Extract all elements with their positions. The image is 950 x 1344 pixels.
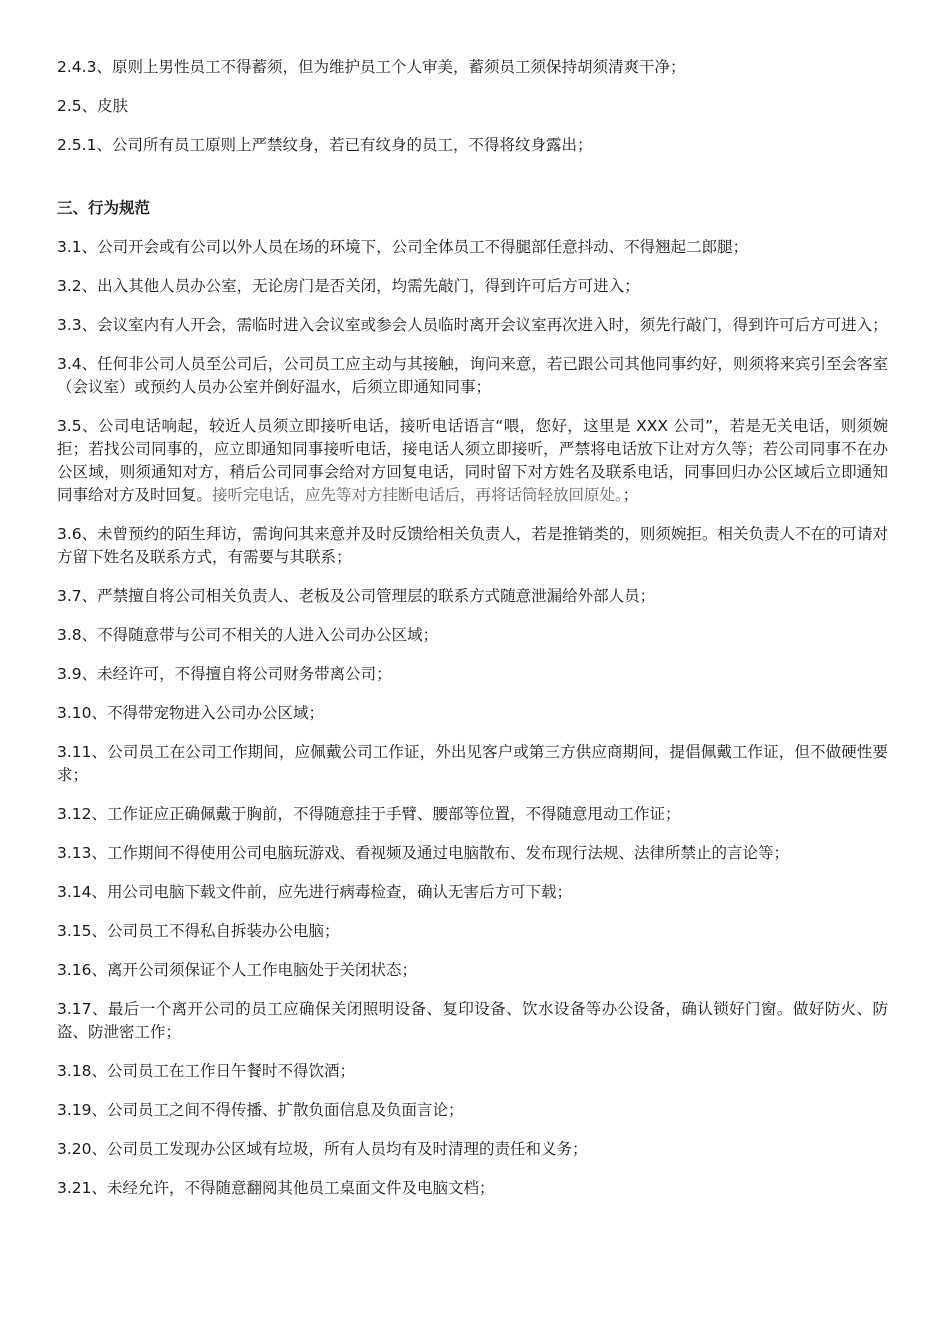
clause-3-6: 3.6、未曾预约的陌生拜访，需询问其来意并及时反馈给相关负责人，若是推销类的，则须婉拒。相关负责人不在的可请对方留下姓名及联系方式，有需要与其联系； bbox=[57, 525, 888, 566]
clause-3-1: 3.1、公司开会或有公司以外人员在场的环境下，公司全体员工不得腿部任意抖动、不得翘起二郎腿； bbox=[57, 238, 749, 256]
clause-3-10: 3.10、不得带宠物进入公司办公区域； bbox=[57, 704, 325, 722]
clause-3-2: 3.2、出入其他人员办公室，无论房门是否关闭，均需先敲门，得到许可后方可进入； bbox=[57, 277, 640, 295]
clause-3-7: 3.7、严禁擅自将公司相关负责人、老板及公司管理层的联系方式随意泄漏给外部人员； bbox=[57, 587, 656, 605]
clause-3-14: 3.14、用公司电脑下载文件前，应先进行病毒检查，确认无害后方可下载； bbox=[57, 883, 573, 901]
clause-3-15: 3.15、公司员工不得私自拆装办公电脑； bbox=[57, 922, 340, 940]
clause-3-3: 3.3、会议室内有人开会，需临时进入会议室或参会人员临时离开会议室再次进入时，须先行敲门，得到许可后方可进入； bbox=[57, 316, 888, 334]
section-heading-behavior: 三、行为规范 bbox=[57, 199, 151, 217]
clause-3-5 bbox=[57, 415, 888, 507]
clause-3-19: 3.19、公司员工之间不得传播、扩散负面信息及负面言论； bbox=[57, 1101, 464, 1119]
clause-2-5-1: 2.5.1、公司所有员工原则上严禁纹身，若已有纹身的员工，不得将纹身露出； bbox=[57, 136, 593, 154]
clause-3-5-tail: 接听完电话，应先等对方挂断电话后，再将话筒轻放回原处。 bbox=[212, 486, 623, 504]
clause-3-16: 3.16、离开公司须保证个人工作电脑处于关闭状态； bbox=[57, 961, 418, 979]
clause-3-5-text: 3.5、公司电话响起，较近人员须立即接听电话，接听电话语言“喂，您好，这里是 XXX 公司”，若是无关电话，则须婉拒；若找公司同事的，应立即通知同事接听电话，接电话人须立即接听，严禁将电话放下让对方久等；若公司同事不在办公区域，则须通知对方，稍后公司同事会给对方回复电话，同时留下对方姓名及联系电话，同事回归办公区域后立即通知同事给对方及时回复。 bbox=[57, 417, 888, 504]
clause-3-5-end: ； bbox=[622, 486, 639, 504]
clause-2-4-3: 2.4.3、原则上男性员工不得蓄须，但为维护员工个人审美，蓄须员工须保持胡须清爽干净； bbox=[57, 58, 686, 76]
clause-3-21: 3.21、未经允许，不得随意翻阅其他员工桌面文件及电脑文档； bbox=[57, 1179, 495, 1197]
clause-3-20: 3.20、公司员工发现办公区域有垃圾，所有人员均有及时清理的责任和义务； bbox=[57, 1140, 588, 1158]
clause-3-13: 3.13、工作期间不得使用公司电脑玩游戏、看视频及通过电脑散布、发布现行法规、法律所禁止的言论等； bbox=[57, 844, 790, 862]
clause-3-18: 3.18、公司员工在工作日午餐时不得饮酒； bbox=[57, 1062, 356, 1080]
clause-3-4: 3.4、任何非公司人员至公司后，公司员工应主动与其接触，询问来意，若已跟公司其他同事约好，则须将来宾引至会客室（会议室）或预约人员办公室并倒好温水，后须立即通知同事； bbox=[57, 355, 888, 396]
clause-3-17: 3.17、最后一个离开公司的员工应确保关闭照明设备、复印设备、饮水设备等办公设备，确认锁好门窗。做好防火、防盗、防泄密工作； bbox=[57, 1000, 888, 1041]
clause-3-8: 3.8、不得随意带与公司不相关的人进入公司办公区域； bbox=[57, 626, 439, 644]
clause-3-12: 3.12、工作证应正确佩戴于胸前，不得随意挂于手臂、腰部等位置，不得随意甩动工作证； bbox=[57, 805, 681, 823]
clause-3-9: 3.9、未经许可，不得擅自将公司财务带离公司； bbox=[57, 665, 392, 683]
clause-2-5-heading: 2.5、皮肤 bbox=[57, 97, 129, 115]
clause-3-11: 3.11、公司员工在公司工作期间，应佩戴公司工作证，外出见客户或第三方供应商期间，提倡佩戴工作证，但不做硬性要求； bbox=[57, 743, 888, 784]
